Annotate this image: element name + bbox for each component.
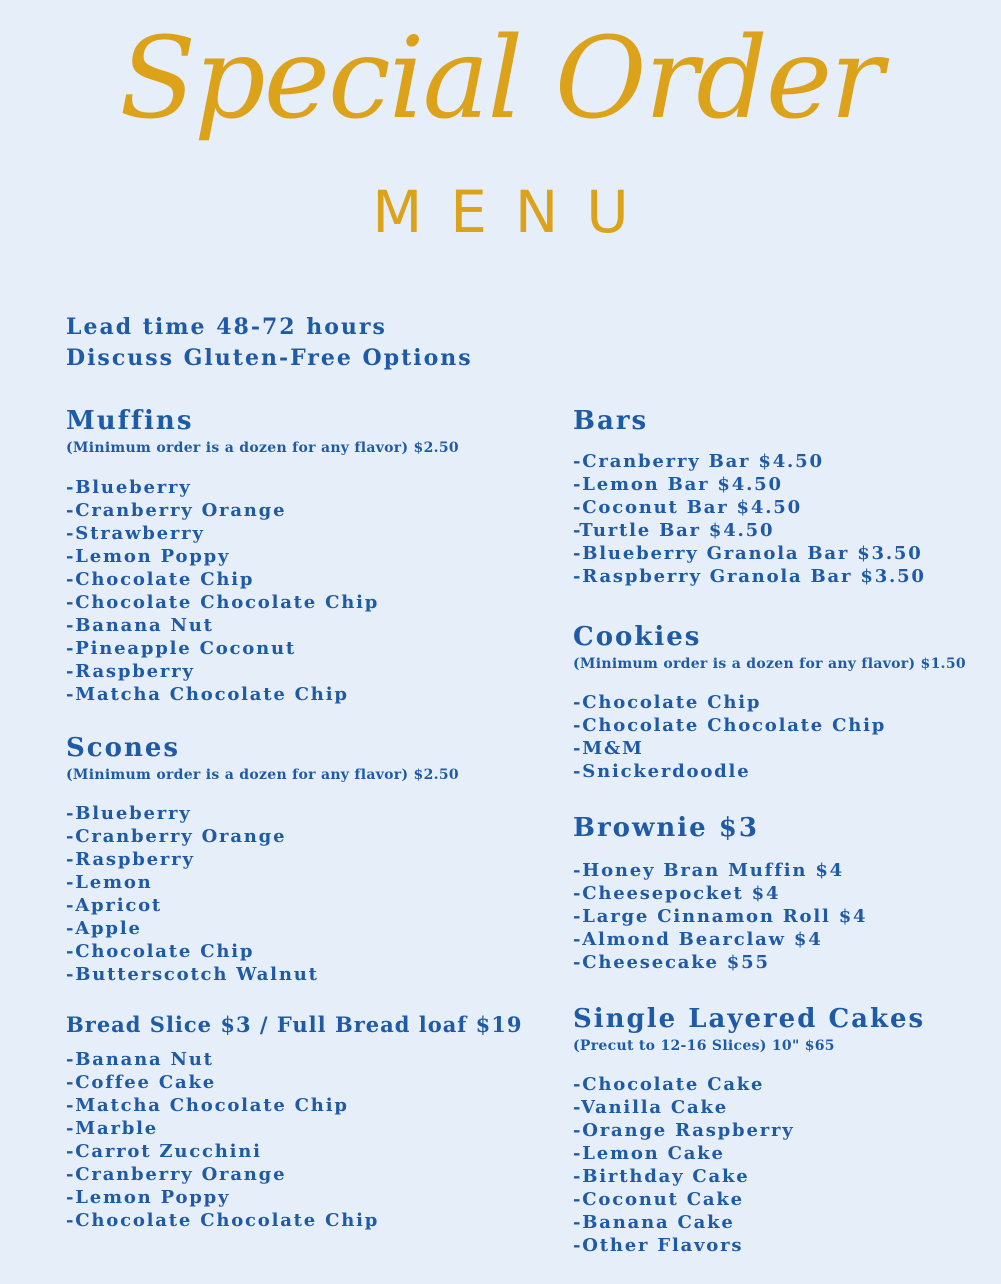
right-column [573, 404, 993, 1257]
left-column [66, 404, 546, 1232]
menu-item: - Coconut Bar $4.50 [573, 496, 993, 519]
menu-item: - Blueberry [66, 802, 546, 825]
menu-item: - Cranberry Orange [66, 499, 546, 522]
cookies-list [573, 691, 993, 783]
menu-item: - Lemon [66, 871, 546, 894]
gluten-free-text: Discuss Gluten-Free Options [66, 345, 473, 371]
menu-item: - Raspberry Granola Bar $3.50 [573, 565, 993, 588]
menu-item: - Vanilla Cake [573, 1096, 993, 1119]
bread-section [66, 1008, 546, 1232]
menu-item: - Strawberry [66, 522, 546, 545]
menu-item: - M&M [573, 737, 993, 760]
menu-item: - Birthday Cake [573, 1165, 993, 1188]
brownie-section [573, 811, 993, 974]
menu-item: - Cranberry Bar $4.50 [573, 450, 993, 473]
menu-item: - Orange Raspberry [573, 1119, 993, 1142]
bars-section [573, 404, 993, 588]
menu-item: - Cheesecake $55 [573, 951, 993, 974]
menu-item: - Lemon Poppy [66, 1186, 546, 1209]
intro-block [66, 312, 473, 374]
menu-item: - Matcha Chocolate Chip [66, 1094, 546, 1117]
section-note: (Minimum order is a dozen for any flavor) $2.50 [66, 767, 459, 783]
menu-item: - Cheesepocket $4 [573, 882, 993, 905]
menu-item: - Chocolate Cake [573, 1073, 993, 1096]
menu-item: - Chocolate Chip [66, 940, 546, 963]
menu-item: - Apple [66, 917, 546, 940]
cookies-section [573, 620, 993, 783]
menu-item: - Lemon Cake [573, 1142, 993, 1165]
menu-item: - Raspberry [66, 848, 546, 871]
menu-item: - Snickerdoodle [573, 760, 993, 783]
menu-item: - Blueberry [66, 476, 546, 499]
menu-item: - Pineapple Coconut [66, 637, 546, 660]
bread-list [66, 1048, 546, 1232]
section-title: Cookies [573, 622, 702, 652]
section-title: Bread Slice $3 / Full Bread loaf $19 [66, 1012, 523, 1037]
section-note: (Minimum order is a dozen for any flavor) $1.50 [573, 656, 966, 672]
scones-list [66, 802, 546, 986]
menu-item: - Cranberry Orange [66, 1163, 546, 1186]
menu-item: - Lemon Bar $4.50 [573, 473, 993, 496]
section-title: Bars [573, 406, 649, 436]
menu-item: - Chocolate Chocolate Chip [66, 1209, 546, 1232]
section-note: (Precut to 12-16 Slices) 10" $65 [573, 1038, 835, 1054]
muffins-section [66, 404, 546, 706]
menu-item: - Carrot Zucchini [66, 1140, 546, 1163]
menu-item: - Chocolate Chip [573, 691, 993, 714]
bars-list [573, 450, 993, 588]
brownie-list [573, 859, 993, 974]
cakes-list [573, 1073, 993, 1257]
section-title: Scones [66, 733, 181, 763]
lead-time-text: Lead time 48-72 hours [66, 314, 387, 340]
section-note: (Minimum order is a dozen for any flavor) $2.50 [66, 440, 459, 456]
scones-section [66, 731, 546, 986]
menu-item: - Banana Cake [573, 1211, 993, 1234]
menu-item: - Butterscotch Walnut [66, 963, 546, 986]
menu-item: - Banana Nut [66, 614, 546, 637]
menu-item: - Blueberry Granola Bar $3.50 [573, 542, 993, 565]
menu-item: - Matcha Chocolate Chip [66, 683, 546, 706]
section-title: Muffins [66, 406, 194, 436]
menu-item: - Coconut Cake [573, 1188, 993, 1211]
menu-item: - Marble [66, 1117, 546, 1140]
menu-item: - Banana Nut [66, 1048, 546, 1071]
menu-item: - Chocolate Chocolate Chip [573, 714, 993, 737]
menu-item: - Chocolate Chip [66, 568, 546, 591]
menu-item: - Chocolate Chocolate Chip [66, 591, 546, 614]
menu-item: - Almond Bearclaw $4 [573, 928, 993, 951]
menu-subtitle: MENU [372, 178, 657, 246]
menu-item: - Honey Bran Muffin $4 [573, 859, 993, 882]
menu-item: - Coffee Cake [66, 1071, 546, 1094]
muffins-list [66, 476, 546, 706]
menu-item: - Large Cinnamon Roll $4 [573, 905, 993, 928]
menu-item: - Turtle Bar $4.50 [573, 519, 993, 542]
menu-item: - Raspberry [66, 660, 546, 683]
cakes-section [573, 1002, 993, 1257]
section-title: Single Layered Cakes [573, 1004, 926, 1034]
section-title: Brownie $3 [573, 813, 759, 843]
menu-title: Special Order [119, 14, 882, 144]
menu-item: - Apricot [66, 894, 546, 917]
menu-item: - Lemon Poppy [66, 545, 546, 568]
menu-item: - Other Flavors [573, 1234, 993, 1257]
menu-item: - Cranberry Orange [66, 825, 546, 848]
